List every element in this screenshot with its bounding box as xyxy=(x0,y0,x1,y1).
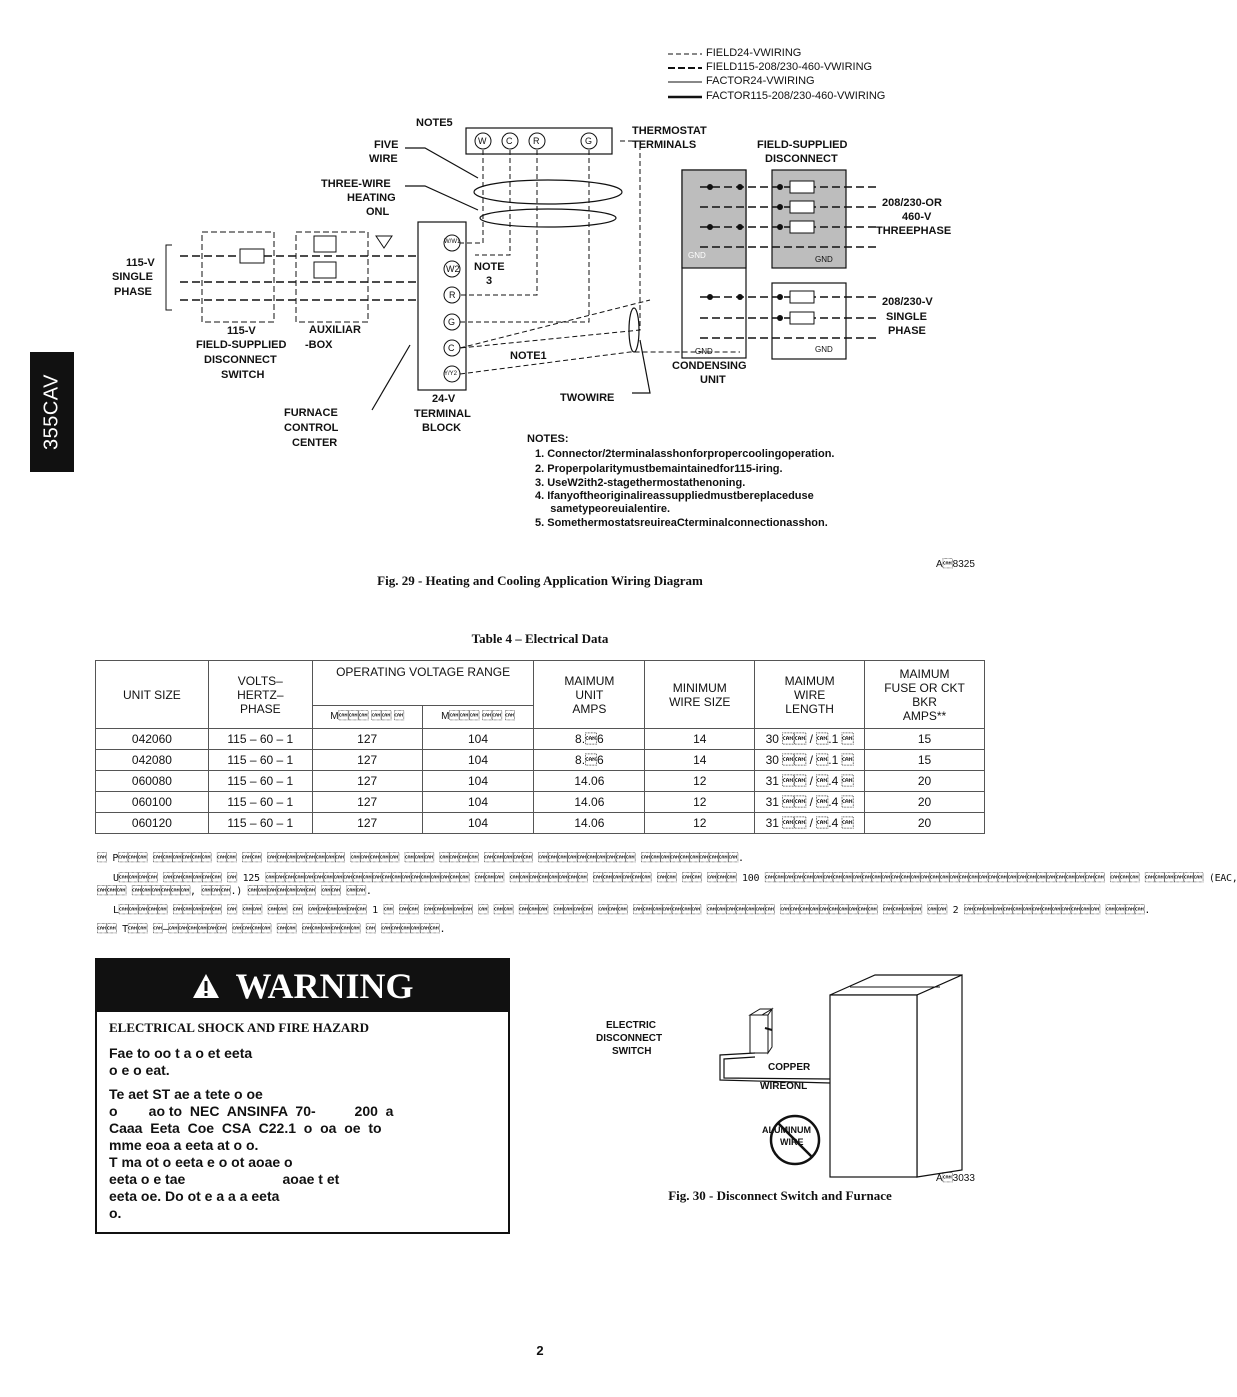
center-label: CENTER xyxy=(292,437,338,449)
thermostat-label: THERMOSTAT xyxy=(632,125,707,137)
block-terminal-label: TERMINAL xyxy=(414,408,471,420)
table-cell: 104 xyxy=(422,813,534,834)
table-row xyxy=(96,771,985,792)
note3-label: NOTE xyxy=(474,261,505,273)
field-supplied-label: FIELD-SUPPLIED xyxy=(757,139,848,151)
table-cell: 104 xyxy=(422,729,534,750)
table-cell: 104 xyxy=(422,792,534,813)
legend-factory24: FACTOR24-VWIRING xyxy=(706,75,815,87)
note5-label: NOTE5 xyxy=(416,117,453,129)
table-cell: 104 xyxy=(422,771,534,792)
block-terminal-w-w1: W/W1 xyxy=(444,239,461,245)
three-phase-voltage-label: 208/230-OR xyxy=(882,197,942,209)
col-max-fuse: MAIMUM FUSE OR CKT BKR AMPS** xyxy=(865,661,985,729)
table-cell: 127 xyxy=(312,792,422,813)
col-min-wire-size: MINIMUM WIRE SIZE xyxy=(645,661,755,729)
switch-label: SWITCH xyxy=(612,1046,652,1057)
disconnect-label: DISCONNECT xyxy=(765,153,838,165)
supply-115v-label: 115-V xyxy=(126,257,155,269)
thermostat-terminal-r: R xyxy=(533,136,540,146)
heating-label: HEATING xyxy=(347,192,396,204)
table-cell: 115 – 60 – 1 xyxy=(208,771,312,792)
table-cell: 31  / .4  xyxy=(755,771,865,792)
table-cell: 30  / .1  xyxy=(755,750,865,771)
460v-label: 460-V xyxy=(902,211,932,223)
control-label: CONTROL xyxy=(284,422,339,434)
fig30-caption: Fig. 30 - Disconnect Switch and Furnace xyxy=(668,1188,892,1203)
warning-subtitle: ELECTRICAL SHOCK AND FIRE HAZARD xyxy=(109,1020,370,1035)
table-row xyxy=(96,729,985,750)
table-cell: 104 xyxy=(422,750,534,771)
disc-switch-label: SWITCH xyxy=(221,369,265,381)
warning-triangle-icon xyxy=(191,972,221,1000)
block-terminal-y-y2: Y/Y2 xyxy=(444,371,458,377)
three-phase-label: THREEPHASE xyxy=(876,225,952,237)
table-cell: 115 – 60 – 1 xyxy=(208,813,312,834)
block-label: BLOCK xyxy=(422,422,462,434)
wire-only-label: WIREONL xyxy=(760,1081,808,1092)
aluminum-label: ALUMINUM xyxy=(762,1125,811,1135)
table-cell: 060100 xyxy=(96,792,209,813)
table-cell: 042060 xyxy=(96,729,209,750)
table-note-4:  T –     . xyxy=(97,924,446,935)
auxiliary-label: AUXILIAR xyxy=(309,324,361,336)
page-number: 2 xyxy=(536,1343,544,1358)
table-note-2: U   125        100    (EAC, xyxy=(113,873,1237,884)
block-terminal-r: R xyxy=(449,290,456,300)
table-cell: 12 xyxy=(645,792,755,813)
table-cell: 127 xyxy=(312,813,422,834)
warning-title: WARNING xyxy=(235,966,414,1006)
legend-field24: FIELD24-VWIRING xyxy=(706,47,802,59)
disconnect-furnace-drawing xyxy=(700,965,990,1180)
table-row xyxy=(96,792,985,813)
note-item-2: 2. Properpolaritymustbemaintainedfor115-iring. xyxy=(535,463,783,475)
gnd-label-cond-bottom: GND xyxy=(695,347,713,356)
table-note-1:  P          . xyxy=(97,853,744,864)
electrical-data-table xyxy=(95,660,985,834)
block-terminal-c: C xyxy=(448,343,455,353)
table-cell: 060080 xyxy=(96,771,209,792)
gnd-label-disc-top: GND xyxy=(815,255,833,264)
table-cell: 31  / .4  xyxy=(755,813,865,834)
phase-label: PHASE xyxy=(888,325,926,337)
warning-box xyxy=(95,958,510,1234)
three-wire-label: THREE-WIRE xyxy=(321,178,391,190)
fig29-caption: Fig. 29 - Heating and Cooling Application Wiring Diagram xyxy=(377,573,703,588)
col-unit-size: UNIT SIZE xyxy=(96,661,209,729)
table-note-2-cont:  , .)   . xyxy=(97,886,372,897)
gnd-label-disc-bottom: GND xyxy=(815,345,833,354)
aluminum-wire-label: WIRE xyxy=(780,1137,804,1147)
terminal-block-circles xyxy=(444,235,460,382)
single-phase-voltage-label: 208/230-V xyxy=(882,296,933,308)
table-cell: 15 xyxy=(865,750,985,771)
table-cell: 20 xyxy=(865,792,985,813)
note3-number: 3 xyxy=(486,275,493,287)
table-cell: 12 xyxy=(645,813,755,834)
table-cell: 042080 xyxy=(96,750,209,771)
copper-label: COPPER xyxy=(768,1062,811,1073)
electric-label: ELECTRIC xyxy=(606,1020,656,1031)
table-cell: 127 xyxy=(312,729,422,750)
supply-phase-label: PHASE xyxy=(114,286,152,298)
table-header-row xyxy=(96,661,985,706)
legend-factory115: FACTOR115-208/230-460-VWIRING xyxy=(706,90,886,102)
col-operating-voltage: OPERATING VOLTAGE RANGE xyxy=(312,661,534,706)
table-cell: 31  / .4  xyxy=(755,792,865,813)
notes-title: NOTES: xyxy=(527,433,569,445)
unit-label: UNIT xyxy=(700,374,726,386)
table-cell: 14 xyxy=(645,750,755,771)
col-op-max: M   xyxy=(312,706,422,729)
table-cell: 127 xyxy=(312,750,422,771)
fig30-image-id: A3033 xyxy=(936,1173,975,1184)
table-cell: 8.6 xyxy=(534,729,645,750)
block-24v-label: 24-V xyxy=(432,393,456,405)
terminals-label: TERMINALS xyxy=(632,139,697,151)
disc-115v-label: 115-V xyxy=(227,325,256,337)
col-max-wire-length: MAIMUM WIRE LENGTH xyxy=(755,661,865,729)
single-label: SINGLE xyxy=(886,311,927,323)
block-terminal-g: G xyxy=(448,317,456,327)
disc-field-supplied-label: FIELD-SUPPLIED xyxy=(196,339,287,351)
table-cell: 14 xyxy=(645,729,755,750)
table-cell: 115 – 60 – 1 xyxy=(208,792,312,813)
table-row xyxy=(96,813,985,834)
thermostat-terminal-g: G xyxy=(585,136,593,146)
disc-disconnect-label: DISCONNECT xyxy=(204,354,277,366)
table4-caption: Table 4 – Electrical Data xyxy=(471,631,609,646)
table-cell: 20 xyxy=(865,813,985,834)
table-cell: 12 xyxy=(645,771,755,792)
table-note-3: L       1              2  . xyxy=(113,905,1151,916)
table-cell: 20 xyxy=(865,771,985,792)
wire-label: WIRE xyxy=(369,153,398,165)
thermostat-terminal-w: W xyxy=(478,136,487,146)
note1-label: NOTE1 xyxy=(510,350,547,362)
table-cell: 14.06 xyxy=(534,813,645,834)
table-cell: 15 xyxy=(865,729,985,750)
note-item-3: 3. UseW2ith2-stagethermostathenoning. xyxy=(535,477,746,489)
note-item-4-cont: sametypeoreuialentire. xyxy=(535,503,671,515)
warning-header xyxy=(97,960,508,1012)
fig29-image-id: A8325 xyxy=(936,559,975,570)
legend-field115: FIELD115-208/230-460-VWIRING xyxy=(706,61,873,73)
table-cell: 127 xyxy=(312,771,422,792)
col-max-unit-amps: MAIMUM UNIT AMPS xyxy=(534,661,645,729)
warning-text: Fae to oo t a o et eeta o e o eat. Te aet ST ae a tete o oe o ao to NEC ANSINFA 70- 200 a Caaa Eeta Coe CSA C22.1 o oa oe to mme eoa a eeta at o o. T ma ot o eeta e o ot aoae o eeta o e tae aoae t et eeta oe. Do ot e a a a eeta o. xyxy=(109,1045,394,1221)
note-item-4: 4. Ifanyoftheoriginalireassuppliedmustbereplaceduse xyxy=(535,490,814,502)
condensing-label: CONDENSING xyxy=(672,360,747,372)
table-cell: 8.6 xyxy=(534,750,645,771)
furnace-label: FURNACE xyxy=(284,407,338,419)
table-cell: 30  / .1  xyxy=(755,729,865,750)
box-label: -BOX xyxy=(305,339,333,351)
supply-single-label: SINGLE xyxy=(112,271,153,283)
table-cell: 14.06 xyxy=(534,792,645,813)
disconnect-switch-label: DISCONNECT xyxy=(596,1033,663,1044)
table-cell: 060120 xyxy=(96,813,209,834)
two-wire-label: TWOWIRE xyxy=(560,392,615,404)
legend-line-samples xyxy=(668,54,702,97)
only-label: ONL xyxy=(366,206,390,218)
thermostat-terminal-c: C xyxy=(506,136,513,146)
table-cell: 115 – 60 – 1 xyxy=(208,750,312,771)
gnd-label-cond-top: GND xyxy=(688,251,706,260)
block-terminal-w2: W2 xyxy=(446,264,460,274)
model-label: 355CAV xyxy=(40,373,63,451)
note-item-1: 1. Connector/2terminalasshonforpropercoolingoperation. xyxy=(535,448,835,460)
note-item-5: 5. SomethermostatsreuireaCterminalconnectionasshon. xyxy=(535,517,828,529)
col-op-min: M   xyxy=(422,706,534,729)
five-label: FIVE xyxy=(374,139,399,151)
table-cell: 115 – 60 – 1 xyxy=(208,729,312,750)
table-cell: 14.06 xyxy=(534,771,645,792)
col-volts: VOLTS– HERTZ– PHASE xyxy=(208,661,312,729)
table-row xyxy=(96,750,985,771)
